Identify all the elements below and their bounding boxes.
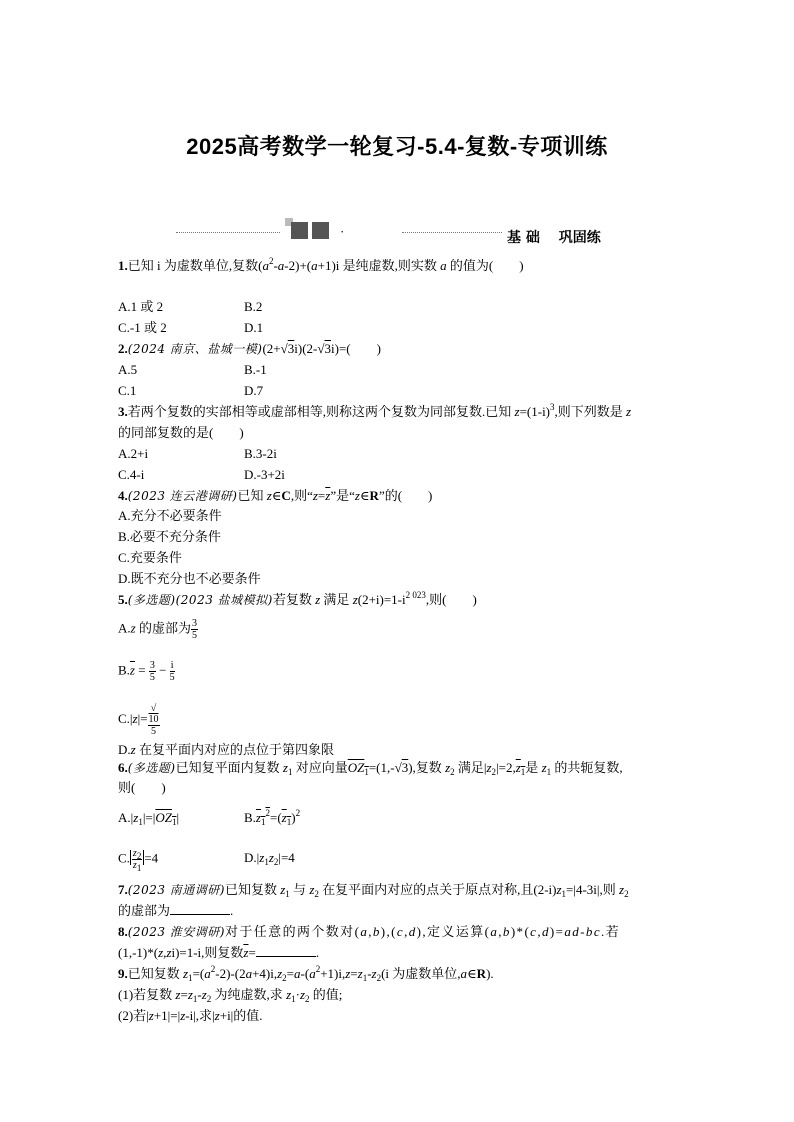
option: A.2+i xyxy=(118,446,149,461)
question-text: 若两个复数的实部相等或虚部相等,则称这两个复数为同部复数.已知 $z=(1-i)^3$,则下列数是 z xyxy=(127,402,632,419)
section-decor-block xyxy=(312,222,329,239)
option: A.1 或 2 xyxy=(118,299,164,314)
section-divider-right xyxy=(402,232,502,233)
question-number: 3. xyxy=(118,404,128,419)
option: D.7 xyxy=(244,383,264,398)
section-decor-dot: · xyxy=(340,224,345,239)
question-number: 9. xyxy=(118,966,128,981)
option: A.z 的虚部为 $\frac{3}{5}$ xyxy=(118,618,197,641)
option: D.1 xyxy=(244,320,264,335)
option: C. $\frac{z_2}{z_1}$ =4 xyxy=(118,848,159,873)
option: C.充要条件 xyxy=(118,550,182,565)
option: D.既不充分也不必要条件 xyxy=(118,571,261,586)
option: B.2 xyxy=(244,299,263,314)
question-9-part1: (1)若复数 $z=z_1-z_2$ 为纯虚数,求 $z_1\cdot z_2$ 的值; xyxy=(118,987,343,1004)
question-number: 8. xyxy=(118,924,128,939)
option: $D.|z_1z_2|=4$ xyxy=(244,850,295,867)
question-text: 若复数 z 满足 $z(2+i)=1-i^{2 023}$,则( ) xyxy=(272,590,477,607)
question-5 xyxy=(118,590,477,610)
option: B.-1 xyxy=(244,362,267,377)
page-title: 2025高考数学一轮复习-5.4-复数-专项训练 xyxy=(186,134,608,159)
option: $B.\overline{z}$ = $\frac{3}{5}$ − $\frac{i}{5}$ xyxy=(118,660,175,683)
question-number: 7. xyxy=(118,882,128,897)
section-divider-left xyxy=(176,232,280,233)
question-source: (2024 南京、盐城一模) xyxy=(127,342,263,356)
question-8-line2: (1,-1)*(z,zi)=1-i,则复数$\overline{z}=$ . xyxy=(118,945,320,960)
question-source: (2023 连云港调研) xyxy=(127,489,238,503)
question-1 xyxy=(118,256,524,276)
question-text: 已知 z∈C,则“$z=\overline{z}$”是“z∈R”的( ) xyxy=(237,488,433,503)
question-number: 2. xyxy=(118,341,128,356)
question-text: 已知 i 为虚数单位,复数$(a^2-a-2)+(a+1)i$ 是纯虚数,则实数 a 的值为( ) xyxy=(127,256,524,273)
question-text: 已知复平面内复数 $z_1$ 对应向量$OZ_1=(1,-√3)$,复数 $z_2$ 满足$|z_2|=2,z_1$是 $z_1$ 的共轭复数, xyxy=(175,760,623,777)
question-source: (2023 淮安调研) xyxy=(127,925,225,939)
question-text: 对于任意的两个数对(a,b),(c,d),定义运算(a,b)*(c,d)=ad-bc.若 xyxy=(224,924,621,939)
question-3-line2: 的同部复数的是( ) xyxy=(118,425,244,440)
option: $B.z_1^2=(z_1)^2$ xyxy=(244,808,301,827)
question-number: 1. xyxy=(118,258,128,273)
question-7-line2: 的虚部为 . xyxy=(118,903,234,918)
option: $A.|z_1|=|OZ_1|$ xyxy=(118,810,180,827)
option: C.1 xyxy=(118,383,137,398)
question-9-part2: (2)若|z+1|=|z-i|,求|z+i|的值. xyxy=(118,1008,263,1023)
question-text: 已知复数 $z_1$ 与 $z_2$ 在复平面内对应的点关于原点对称,且$(2-i)z_1=|4-3i|$,则 $z_2$ xyxy=(224,882,629,899)
question-number: 6. xyxy=(118,760,128,775)
question-7 xyxy=(118,880,629,900)
question-6 xyxy=(118,758,623,778)
question-4 xyxy=(118,486,432,506)
option: B.3-2i xyxy=(244,446,277,461)
question-source: (多选题) xyxy=(127,761,176,775)
question-6-line2: 则( ) xyxy=(118,780,166,795)
question-source: (2023 南通调研) xyxy=(127,883,225,897)
option: B.必要不充分条件 xyxy=(118,529,221,544)
question-text: 已知复数 $z_1=(a^2-2)-(2a+4)i,z_2=a-(a^2+1)i,z=z_1-z_2(i$ 为虚数单位,a∈R). xyxy=(127,964,494,983)
question-number: 5. xyxy=(118,592,128,607)
option: D.z 在复平面内对应的点位于第四象限 xyxy=(118,742,334,757)
option: C.|z|= √ 10 5 xyxy=(118,703,159,737)
question-8 xyxy=(118,922,620,942)
question-source: (多选题)(2023 盐城模拟) xyxy=(127,593,273,607)
question-2 xyxy=(118,339,381,359)
option: A.充分不必要条件 xyxy=(118,508,222,523)
question-text: (2+√3i)(2-√3i)=( ) xyxy=(262,341,381,356)
question-3 xyxy=(118,402,631,422)
question-number: 4. xyxy=(118,488,128,503)
section-label: 基 础 巩固练 xyxy=(507,230,601,246)
question-9 xyxy=(118,964,494,984)
section-decor-block xyxy=(291,222,308,239)
option: A.5 xyxy=(118,362,138,377)
option: C.4-i xyxy=(118,467,145,482)
option: C.-1 或 2 xyxy=(118,320,167,335)
option: D.-3+2i xyxy=(244,467,285,482)
